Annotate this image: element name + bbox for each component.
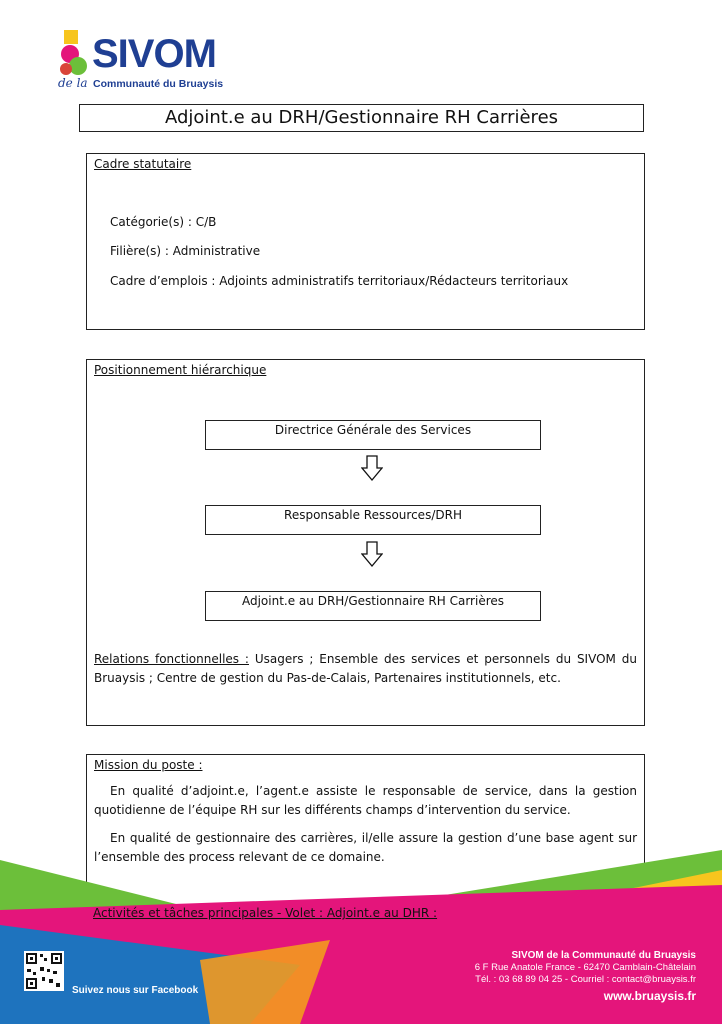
facebook-link[interactable]: Suivez nous sur Facebook — [72, 985, 199, 996]
activities-heading: Activités et tâches principales - Volet : Adjoint.e au DHR : — [93, 906, 438, 920]
positionnement-section — [86, 359, 645, 726]
down-arrow-icon — [361, 541, 383, 567]
mission-paragraph-2: En qualité de gestionnaire des carrières, il/elle assure la gestion d’une base agent sur l’ensemble des process relevant de ce domaine. — [94, 831, 637, 864]
org-box-adjoint: Adjoint.e au DRH/Gestionnaire RH Carrières — [205, 591, 541, 621]
footer-website-link[interactable]: www.bruaysis.fr — [603, 989, 696, 1003]
relations-fonctionnelles — [94, 650, 637, 688]
org-box-dgs: Directrice Générale des Services — [205, 420, 541, 450]
footer-contact — [475, 950, 696, 1002]
org-box-drh: Responsable Ressources/DRH — [205, 505, 541, 535]
relations-text: Usagers ; Ensemble des services et personnels du SIVOM du Bruaysis ; Centre de gestion du Pas-de-Calais, Partenaires institutionnels, etc. — [94, 652, 638, 685]
cadre-statutaire-section — [86, 153, 645, 330]
logo-wordmark: SIVOM — [92, 32, 216, 76]
mission-paragraph-1: En qualité d’adjoint.e, l’agent.e assiste le responsable de service, dans la gestion quotidienne de l’équipe RH sur les différents champs d’intervention du service. — [94, 784, 637, 817]
footer-address: 6 F Rue Anatole France - 62470 Camblain-Châtelain — [474, 962, 696, 973]
footer-org-name: SIVOM de la Communauté du Bruaysis — [511, 950, 696, 961]
filiere-text: Filière(s) : Administrative — [110, 244, 261, 258]
section-heading: Positionnement hiérarchique — [94, 363, 267, 377]
logo-subtitle: Communauté du Bruaysis — [93, 78, 224, 90]
page-title: Adjoint.e au DRH/Gestionnaire RH Carrières — [79, 104, 644, 132]
section-heading: Mission du poste : — [94, 758, 203, 772]
cadre-emplois-text: Cadre d’emplois : Adjoints administratifs territoriaux/Rédacteurs territoriaux — [110, 274, 569, 288]
section-heading: Cadre statutaire — [94, 157, 192, 171]
relations-label: Relations fonctionnelles : — [94, 652, 249, 666]
down-arrow-icon — [361, 455, 383, 481]
categorie-text: Catégorie(s) : C/B — [110, 215, 217, 229]
qr-code-icon[interactable] — [24, 951, 64, 991]
footer-phone-email: Tél. : 03 68 89 04 25 - Courriel : contact@bruaysis.fr — [475, 974, 696, 985]
logo-prefix: de la — [58, 76, 88, 90]
